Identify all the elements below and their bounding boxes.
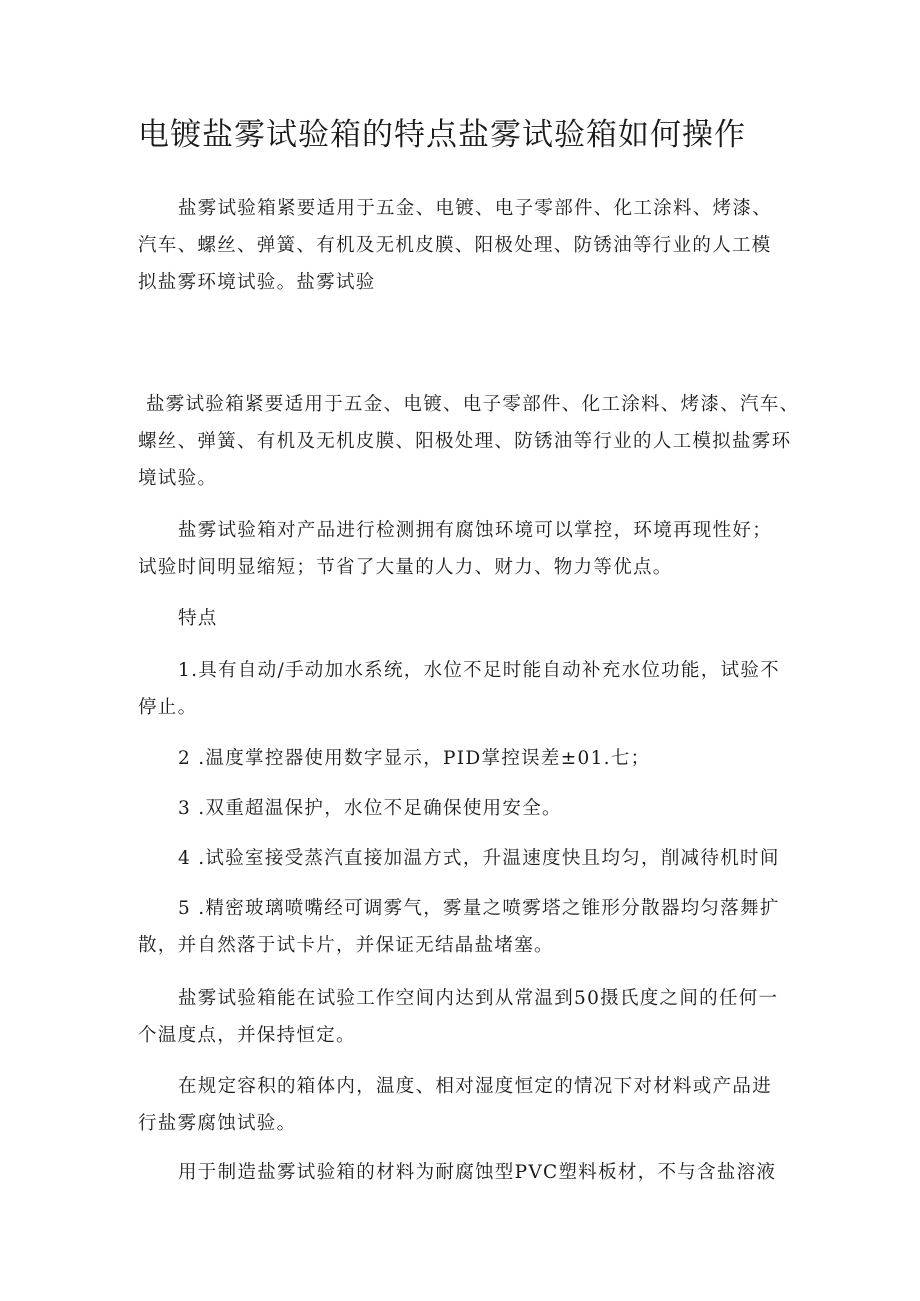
intro-line-3: 拟盐雾环境试验。盐雾试验	[138, 272, 376, 293]
feature-item-5	[138, 890, 798, 964]
advantages-paragraph	[138, 512, 798, 586]
material-line-1: 用于制造盐雾试验箱的材料为耐腐蚀型PVC塑料板材，不与含盐溶液	[178, 1162, 777, 1183]
application-line-1: 盐雾试验箱紧要适用于五金、电镀、电子零部件、化工涂料、烤漆、汽车、	[146, 394, 800, 415]
test-volume-paragraph	[138, 1068, 798, 1142]
application-paragraph	[138, 386, 798, 497]
feature-item-1	[138, 652, 798, 726]
temperature-line-2: 个温度点，并保持恒定。	[138, 1025, 356, 1046]
advantages-line-1: 盐雾试验箱对产品进行检测拥有腐蚀环境可以掌控，环境再现性好；	[178, 520, 773, 541]
feature-item-4: 4 .试验室接受蒸汽直接加温方式，升温速度快且均匀，削减待机时间	[178, 848, 780, 869]
feature-1-line-2: 停止。	[138, 697, 198, 718]
intro-line-2: 汽车、螺丝、弹簧、有机及无机皮膜、阳极处理、防锈油等行业的人工模	[138, 235, 772, 256]
test-volume-line-1: 在规定容积的箱体内，温度、相对湿度恒定的情况下对材料或产品进	[178, 1076, 773, 1097]
application-line-2: 螺丝、弹簧、有机及无机皮膜、阳极处理、防锈油等行业的人工模拟盐雾环	[138, 431, 792, 452]
feature-item-3: 3 .双重超温保护，水位不足确保使用安全。	[178, 798, 562, 819]
features-heading: 特点	[178, 608, 218, 629]
document-title: 电镀盐雾试验箱的特点盐雾试验箱如何操作	[138, 117, 746, 153]
feature-5-line-2: 散，并自然落于试卡片，并保证无结晶盐堵塞。	[138, 935, 554, 956]
feature-1-line-1: 1.具有自动/手动加水系统，水位不足时能自动补充水位功能，试验不	[178, 660, 780, 681]
application-line-3: 境试验。	[138, 468, 218, 489]
temperature-paragraph	[138, 980, 798, 1054]
intro-paragraph	[138, 190, 798, 301]
feature-item-2: 2 .温度掌控器使用数字显示，PID掌控误差±01.七；	[178, 748, 651, 769]
test-volume-line-2: 行盐雾腐蚀试验。	[138, 1113, 297, 1134]
advantages-line-2: 试验时间明显缩短；节省了大量的人力、财力、物力等优点。	[138, 557, 673, 578]
feature-5-line-1: 5 .精密玻璃喷嘴经可调雾气，雾量之喷雾塔之锥形分散器均匀落舞扩	[178, 898, 780, 919]
intro-line-1: 盐雾试验箱紧要适用于五金、电镀、电子零部件、化工涂料、烤漆、	[178, 198, 773, 219]
material-paragraph	[138, 1154, 798, 1191]
temperature-line-1: 盐雾试验箱能在试验工作空间内达到从常温到50摄氏度之间的任何一	[178, 988, 779, 1009]
